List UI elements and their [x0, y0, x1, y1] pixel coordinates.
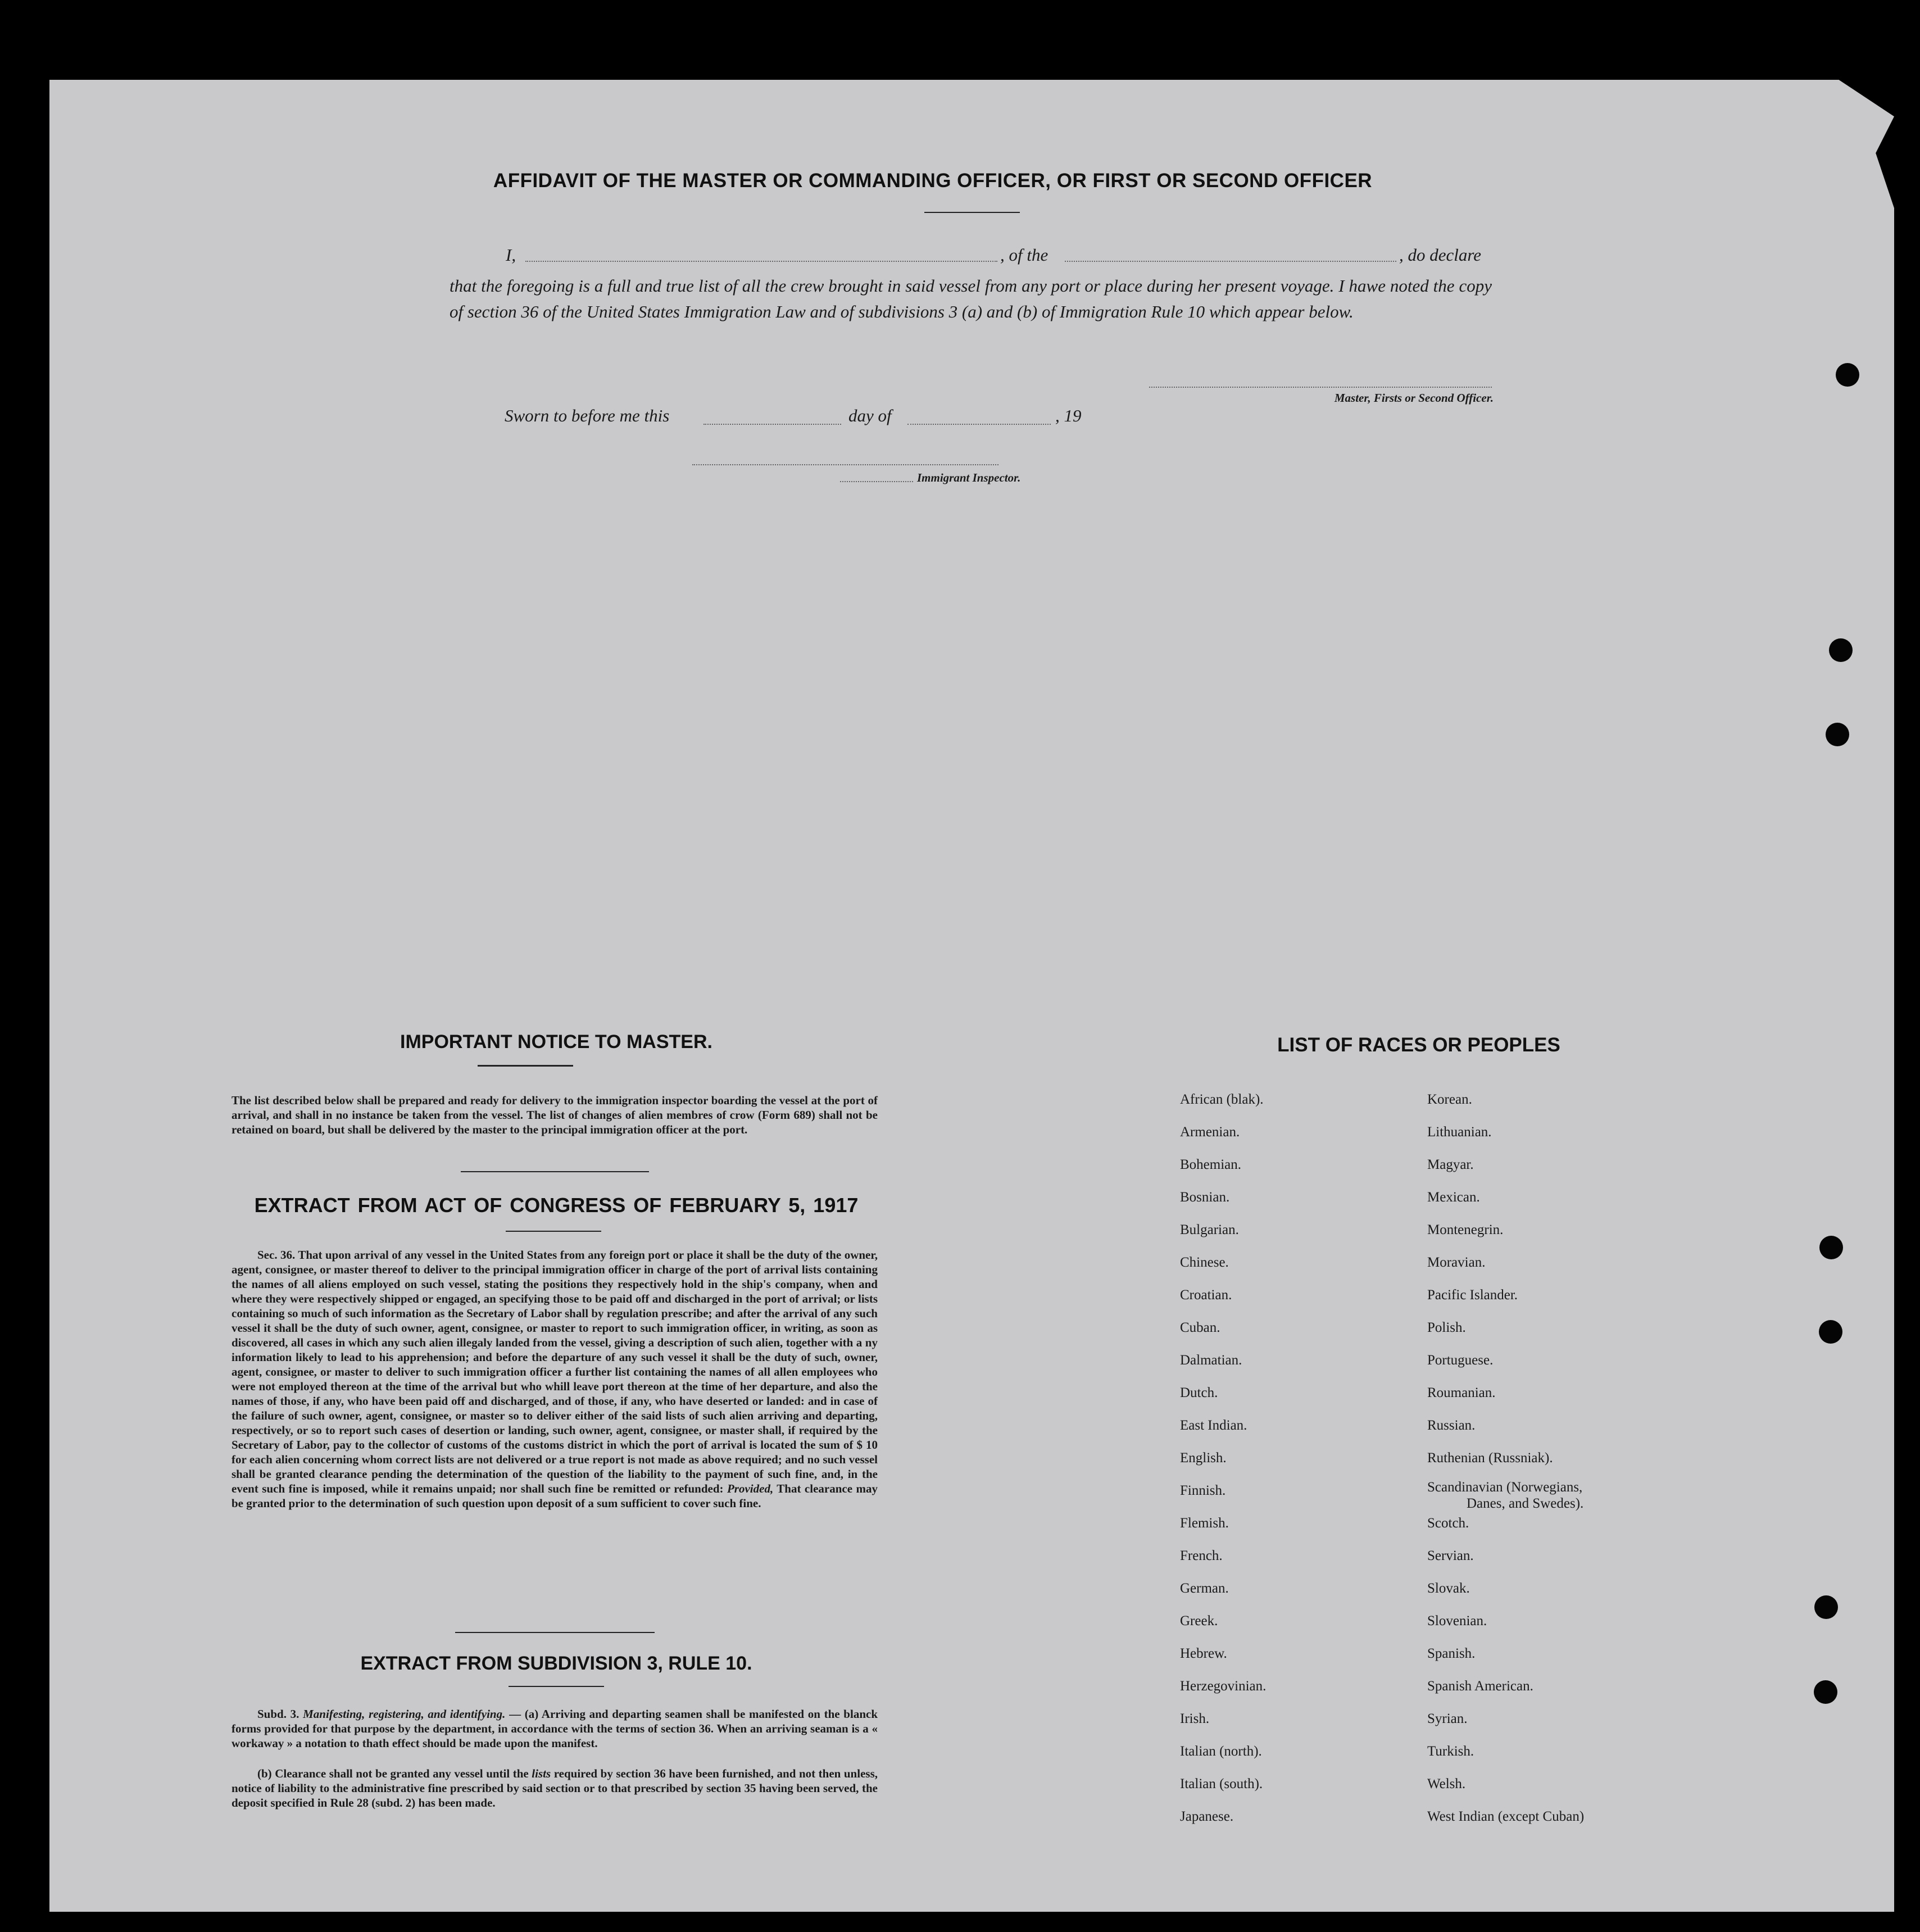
rule-subd-heading: Manifesting, registering, and identifying.	[303, 1707, 506, 1721]
race-item	[1180, 1246, 1266, 1279]
inspector-signature-line[interactable]	[692, 464, 998, 465]
race-label: Portuguese.	[1427, 1353, 1494, 1368]
races-right-column	[1427, 1083, 1584, 1833]
race-item	[1427, 1409, 1584, 1442]
declaration-i: I,	[506, 245, 516, 265]
race-label: Irish.	[1180, 1711, 1210, 1726]
race-label: Welsh.	[1427, 1776, 1466, 1792]
races-title: LIST OF RACES OR PEOPLES	[1277, 1034, 1560, 1056]
act-separator	[455, 1632, 655, 1633]
race-label: Japanese.	[1180, 1809, 1234, 1824]
race-label: Dalmatian.	[1180, 1353, 1242, 1368]
race-label: Cuban.	[1180, 1320, 1220, 1335]
race-item	[1427, 1083, 1584, 1116]
affidavit-title: AFFIDAVIT OF THE MASTER OR COMMANDING OFFICER, OR FIRST OR SECOND OFFICER	[493, 170, 1373, 192]
act-title: EXTRACT FROM ACT OF CONGRESS OF FEBRUARY 5, 1917	[254, 1194, 859, 1217]
race-item	[1180, 1507, 1266, 1540]
binder-hole	[1819, 1320, 1842, 1344]
rule-divider	[509, 1686, 604, 1687]
race-item	[1427, 1279, 1584, 1312]
race-label: German.	[1180, 1581, 1229, 1596]
race-item	[1427, 1540, 1584, 1572]
race-label: East Indian.	[1180, 1418, 1247, 1433]
notice-title: IMPORTANT NOTICE TO MASTER.	[400, 1031, 712, 1053]
race-label: Flemish.	[1180, 1516, 1229, 1531]
rule-para-a-text: — (a) Arriving and departing seamen shall be manifested on the blanck forms provided for that purpose by the department, in accordance with the terms of section 36. When an arriving seaman is a « workaway » a notation to thath effect should be made upon the manifest.	[232, 1707, 878, 1750]
sworn-day-field[interactable]	[703, 424, 841, 425]
race-item	[1180, 1312, 1266, 1344]
race-label: Chinese.	[1180, 1255, 1229, 1270]
race-item	[1180, 1181, 1266, 1214]
race-label: French.	[1180, 1548, 1223, 1563]
notice-body: The list described below shall be prepared and ready for delivery to the immigration inspector boarding the vessel at the port of arrival, and shall in no instance be taken from the vessel. The list of changes of alien membres of crow (Form 689) shall not be retained on board, but shall be delivered by the master to the principal immigration officer at the port.	[232, 1094, 878, 1136]
race-item	[1180, 1149, 1266, 1181]
race-item	[1427, 1149, 1584, 1181]
race-label: Russian.	[1427, 1418, 1476, 1433]
race-item	[1180, 1801, 1266, 1833]
race-item	[1180, 1083, 1266, 1116]
race-label: Armenian.	[1180, 1124, 1240, 1140]
race-item	[1427, 1214, 1584, 1246]
race-label: Syrian.	[1427, 1711, 1468, 1726]
race-item	[1427, 1442, 1584, 1475]
race-item	[1180, 1116, 1266, 1149]
binder-hole	[1826, 723, 1849, 746]
race-item	[1427, 1638, 1584, 1670]
race-label: Slovak.	[1427, 1581, 1470, 1596]
race-label: Bosnian.	[1180, 1190, 1230, 1205]
rule-para-a	[232, 1707, 878, 1750]
race-label: Pacific Islander.	[1427, 1287, 1518, 1303]
title-divider	[924, 212, 1020, 213]
race-item	[1180, 1703, 1266, 1735]
binder-hole	[1814, 1680, 1837, 1704]
race-item	[1180, 1735, 1266, 1768]
rule-para-b-end: required by section 36 have been furnished, and not then unless, notice of liability to the administrative fine prescribed by said section or to that prescribed by section 35 having been served, the deposit specified in Rule 28 (subd. 2) has been made.	[232, 1767, 878, 1809]
race-label: Herzegovinian.	[1180, 1679, 1267, 1694]
race-label: Servian.	[1427, 1548, 1474, 1563]
race-item	[1180, 1475, 1266, 1507]
race-item	[1427, 1735, 1584, 1768]
race-item	[1180, 1638, 1266, 1670]
declaration-do-declare: , do declare	[1399, 245, 1482, 265]
sworn-day-of: day of	[848, 406, 892, 425]
race-label: Scandinavian (Norwegians,	[1427, 1480, 1583, 1495]
race-item	[1180, 1605, 1266, 1638]
race-label: Italian (south).	[1180, 1776, 1263, 1792]
signature-line[interactable]	[1149, 387, 1492, 388]
race-item	[1427, 1801, 1584, 1833]
race-item	[1180, 1768, 1266, 1801]
race-item	[1427, 1312, 1584, 1344]
race-item	[1427, 1703, 1584, 1735]
race-label: Ruthenian (Russniak).	[1427, 1450, 1553, 1466]
race-label: Greek.	[1180, 1613, 1218, 1629]
binder-hole	[1836, 363, 1859, 387]
race-item	[1427, 1572, 1584, 1605]
sworn-month-field[interactable]	[907, 424, 1051, 425]
race-label: Mexican.	[1427, 1190, 1480, 1205]
rule-para-b	[232, 1766, 878, 1810]
race-label: Croatian.	[1180, 1287, 1232, 1303]
race-label: Moravian.	[1427, 1255, 1486, 1270]
race-item	[1180, 1214, 1266, 1246]
race-label: Magyar.	[1427, 1157, 1474, 1172]
notice-separator	[461, 1171, 649, 1172]
race-label: Bohemian.	[1180, 1157, 1242, 1172]
race-item	[1180, 1442, 1266, 1475]
act-body	[232, 1248, 878, 1511]
signature-caption: Master, Firsts or Second Officer.	[1334, 391, 1494, 405]
name-field[interactable]	[525, 261, 997, 262]
document-page	[49, 80, 1894, 1912]
race-item	[1427, 1768, 1584, 1801]
act-divider	[506, 1231, 601, 1232]
rule-title: EXTRACT FROM SUBDIVISION 3, RULE 10.	[360, 1653, 752, 1674]
race-label: Roumanian.	[1427, 1385, 1496, 1400]
race-item	[1180, 1344, 1266, 1377]
race-item	[1427, 1377, 1584, 1409]
race-label: Turkish.	[1427, 1744, 1474, 1759]
rule-subd-label: Subd. 3.	[257, 1707, 299, 1721]
race-item	[1427, 1507, 1584, 1540]
race-item	[1427, 1116, 1584, 1149]
race-item	[1427, 1670, 1584, 1703]
rule-para-b-start: (b) Clearance shall not be granted any vessel until the	[257, 1767, 529, 1780]
race-item	[1180, 1377, 1266, 1409]
race-item	[1180, 1409, 1266, 1442]
race-item	[1180, 1572, 1266, 1605]
race-label: Montenegrin.	[1427, 1222, 1504, 1237]
race-label: English.	[1180, 1450, 1227, 1466]
race-label: Lithuanian.	[1427, 1124, 1492, 1140]
race-label: West Indian (except Cuban)	[1427, 1809, 1585, 1824]
race-label: Italian (north).	[1180, 1744, 1262, 1759]
race-label: Polish.	[1427, 1320, 1466, 1335]
race-label: Korean.	[1427, 1092, 1472, 1107]
race-item	[1427, 1181, 1584, 1214]
binder-hole	[1814, 1595, 1838, 1619]
race-label: Slovenian.	[1427, 1613, 1487, 1629]
binder-hole	[1829, 638, 1853, 662]
act-body-end: That clearance may be granted prior to the determination of such question upon deposit of a sum sufficient to cover such fine.	[232, 1482, 878, 1510]
race-label: Spanish.	[1427, 1646, 1476, 1661]
race-label: Spanish American.	[1427, 1679, 1533, 1694]
act-provided: Provided,	[727, 1482, 774, 1495]
race-item	[1180, 1670, 1266, 1703]
vessel-field[interactable]	[1065, 261, 1396, 262]
race-label: Hebrew.	[1180, 1646, 1227, 1661]
race-label-continuation: Danes, and Swedes).	[1467, 1496, 1584, 1511]
race-label: Finnish.	[1180, 1483, 1226, 1498]
races-left-column	[1180, 1083, 1266, 1833]
race-item	[1180, 1279, 1266, 1312]
race-item	[1427, 1475, 1584, 1511]
sworn-text: Sworn to before me this	[505, 406, 670, 425]
binder-hole	[1819, 1236, 1843, 1259]
inspector-caption: Immigrant Inspector.	[917, 471, 1021, 484]
inspector-signature-line-2[interactable]	[840, 481, 913, 482]
rule-para-b-lists: lists	[532, 1767, 551, 1780]
declaration-body: that the foregoing is a full and true list of all the crew brought in said vessel from any port or place during her present voyage. I hawe noted the copy of section 36 of the United States Immigration Law and of subdivisions 3 (a) and (b) of Immigration Rule 10 which appear below.	[450, 276, 1492, 321]
act-body-text: That upon arrival of any vessel in the United States from any foreign port or place it shall be the duty of the owner, agent, consignee, or master thereof to deliver to the principal immigration officer in charge of the port of arrival lists containing the names of all aliens employed on such vessel, stating the positions they respectively hold in the ship's company, when and where they were respectively shipped or engaged, an specifying those to be paid off and discharged in the port of arrival; or lists containing so much of such information as the Secretary of Labor shall by regulation prescribe; and after the arrival of any such vessel it shall be the duty of such owner, agent, consignee, or master to report to such immigration officer, in writing, as soon as discovered, all cases in which any such alien illegaly landed from the vessel, giving a description of such alien, together with a ny information likely to lead to his apprehension; and before the departure of any such vessel it shall be the duty of such, owner, agent, consignee, or master to deliver to such immigration officer a further list containing the names of all allen employees who were not employed thereon at the time of the arrival but who whill leave port thereon at the time of her departure, and also the names of those, if any, who have been paid off and discharged, and of those, if any, who have deserted or landed: and in case of the failure of such owner, agent, consignee, or master so to deliver either of the said lists of such alien arriving and departing, respectively, or so to report such cases of desertion or landing, such owner, agent, consignee, or master shall, if required by the Secretary of Labor, pay to the collector of customs of the customs district in which the port of arrival is located the sum of $ 10 for each alien concerning whom correct lists are not delivered or a true report is not made as above required; and no such vessel shall be granted clearance pending the determination of the question of the liability to the payment of such fine, and, in the event such fine is imposed, while it remains unpaid; nor shall such fine be remitted or refunded:	[232, 1248, 878, 1495]
race-item	[1427, 1605, 1584, 1638]
race-item	[1180, 1540, 1266, 1572]
sworn-year: , 19	[1055, 406, 1082, 425]
notice-divider	[478, 1065, 573, 1067]
act-section-label: Sec. 36.	[257, 1248, 296, 1262]
race-label: Scotch.	[1427, 1516, 1469, 1531]
race-label: Dutch.	[1180, 1385, 1218, 1400]
race-item	[1427, 1344, 1584, 1377]
race-item	[1427, 1246, 1584, 1279]
declaration-of-the: , of the	[1000, 245, 1048, 265]
race-label: Bulgarian.	[1180, 1222, 1239, 1237]
race-label: African (blak).	[1180, 1092, 1264, 1107]
